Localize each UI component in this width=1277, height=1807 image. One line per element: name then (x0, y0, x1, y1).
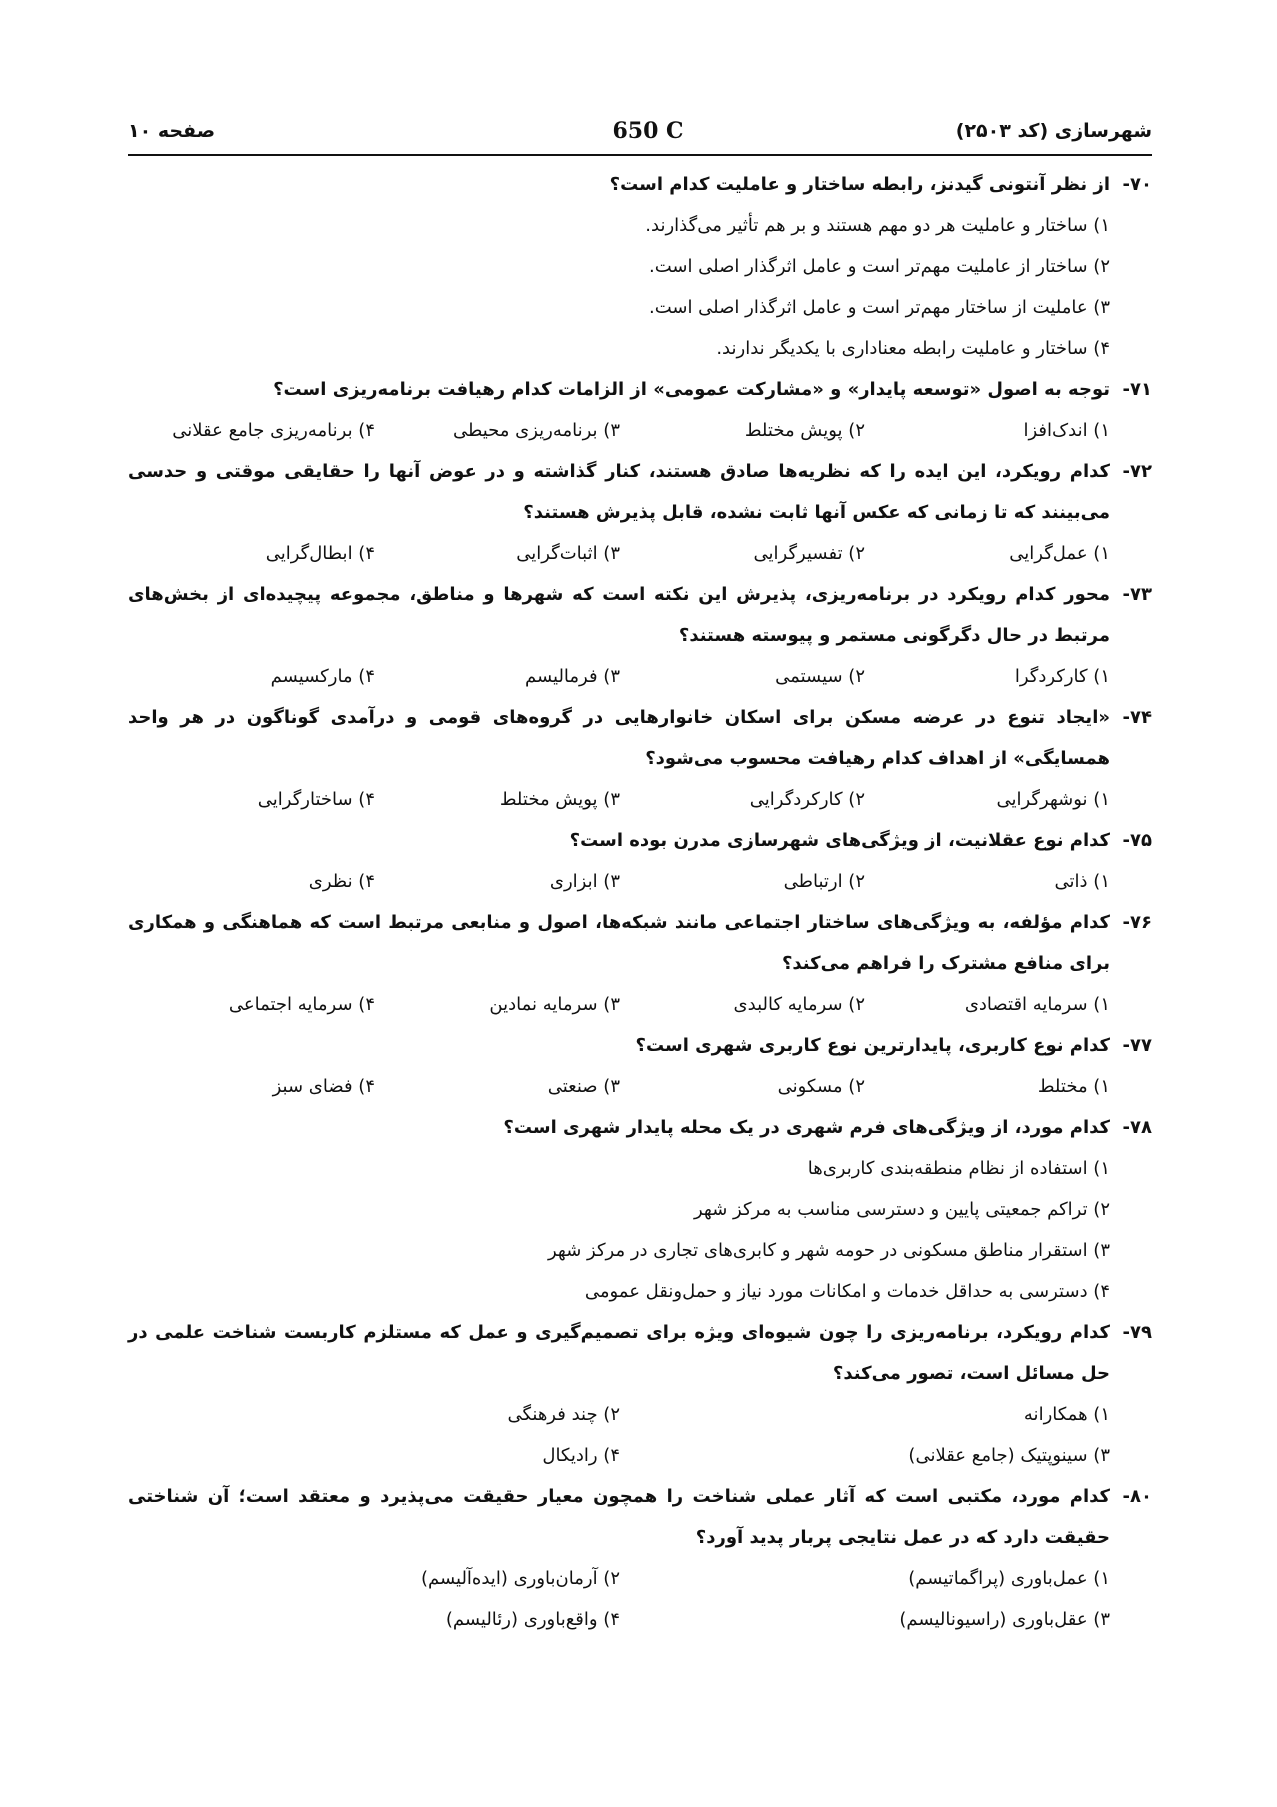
question-70 (128, 164, 1152, 369)
question-number: ۷۱- (1122, 379, 1152, 400)
option-2: ۲) سیستمی (775, 666, 865, 687)
page-header (128, 118, 1152, 156)
question-73 (128, 574, 1152, 697)
subject-title: شهرسازی (کد ۲۵۰۳) (955, 120, 1152, 142)
question-78 (128, 1107, 1152, 1312)
option-3: ۳) استقرار مناطق مسکونی در حومه شهر و کابری‌های تجاری در مرکز شهر (547, 1240, 1110, 1261)
option-4: ۴) دسترسی به حداقل خدمات و امکانات مورد نیاز و حمل‌ونقل عمومی (584, 1281, 1110, 1302)
question-stem: کدام رویکرد، این ایده را که نظریه‌ها صادق هستند، کنار گذاشته و در عوض آنها را حقایقی موقتی و حدسی می‌بینند که تا زمانی که عکس آنها ثابت نشده، قابل پذیرش هستند؟ (128, 461, 1110, 523)
question-71 (128, 369, 1152, 451)
option-4: ۴) برنامه‌ریزی جامع عقلانی (172, 420, 375, 441)
option-1: ۱) استفاده از نظام منطقه‌بندی کاربری‌ها (807, 1158, 1110, 1179)
question-number: ۷۲- (1122, 461, 1152, 482)
booklet-code: 650 C (612, 118, 684, 144)
question-number: ۷۸- (1122, 1117, 1152, 1138)
option-2: ۲) تراکم جمعیتی پایین و دسترسی مناسب به مرکز شهر (694, 1199, 1110, 1220)
option-3: ۳) سرمایه نمادین (489, 994, 620, 1015)
option-1: ۱) ساختار و عاملیت هر دو مهم هستند و بر هم تأثیر می‌گذارند. (645, 215, 1110, 236)
option-4: ۴) سرمایه اجتماعی (228, 994, 375, 1015)
option-4: ۴) نظری (308, 871, 375, 892)
option-3: ۳) پویش مختلط (499, 789, 620, 810)
question-79 (128, 1312, 1152, 1476)
option-3: ۳) عقل‌باوری (راسیونالیسم) (899, 1609, 1110, 1630)
questions-list (128, 164, 1152, 1640)
question-80 (128, 1476, 1152, 1640)
option-1: ۱) ذاتی (1054, 871, 1110, 892)
option-3: ۳) ابزاری (549, 871, 620, 892)
option-3: ۳) فرمالیسم (524, 666, 620, 687)
question-stem: محور کدام رویکرد در برنامه‌ریزی، پذیرش این نکته است که شهرها و مناطق، مجموعه پیچیده‌ای از بخش‌های مرتبط در حال دگرگونی مستمر و پیوسته هستند؟ (128, 584, 1110, 646)
page-number: صفحه ۱۰ (128, 120, 216, 142)
question-75 (128, 820, 1152, 902)
option-3: ۳) عاملیت از ساختار مهم‌تر است و عامل اثرگذار اصلی است. (648, 297, 1110, 318)
option-4: ۴) رادیکال (542, 1445, 620, 1466)
question-stem: کدام مورد، مکتبی است که آثار عملی شناخت را همچون معیار حقیقت می‌پذیرد و معتقد است؛ آن شناختی حقیقت دارد که در عمل نتایجی پربار پدید آورد؟ (128, 1486, 1110, 1548)
option-2: ۲) آرمان‌باوری (ایده‌آلیسم) (420, 1568, 620, 1589)
question-stem: از نظر آنتونی گیدنز، رابطه ساختار و عاملیت کدام است؟ (609, 174, 1110, 195)
option-1: ۱) همکارانه (1023, 1404, 1110, 1425)
question-number: ۷۷- (1122, 1035, 1152, 1056)
option-1: ۱) کارکردگرا (1014, 666, 1110, 687)
question-number: ۷۹- (1122, 1322, 1152, 1343)
question-stem: «ایجاد تنوع در عرضه مسکن برای اسکان خانوارهایی در گروه‌های قومی و درآمدی گوناگون در هر واحد همسایگی» از اهداف کدام رهیافت محسوب می‌شود؟ (128, 707, 1110, 769)
option-1: ۱) سرمایه اقتصادی (964, 994, 1110, 1015)
option-2: ۲) ساختار از عاملیت مهم‌تر است و عامل اثرگذار اصلی است. (648, 256, 1110, 277)
option-4: ۴) ساختار و عاملیت رابطه معناداری با یکدیگر ندارند. (716, 338, 1110, 359)
question-stem: توجه به اصول «توسعه پایدار» و «مشارکت عمومی» از الزامات کدام رهیافت برنامه‌ریزی است؟ (273, 379, 1110, 400)
question-stem: کدام مؤلفه، به ویژگی‌های ساختار اجتماعی مانند شبکه‌ها، اصول و منابعی مرتبط است که هماهنگی و همکاری برای منافع مشترک را فراهم می‌کند؟ (128, 912, 1110, 974)
question-74 (128, 697, 1152, 820)
option-3: ۳) صنعتی (547, 1076, 620, 1097)
question-number: ۷۰- (1122, 174, 1152, 195)
option-3: ۳) سینوپتیک (جامع عقلانی) (908, 1445, 1110, 1466)
option-2: ۲) تفسیرگرایی (753, 543, 865, 564)
question-stem: کدام مورد، از ویژگی‌های فرم شهری در یک محله پایدار شهری است؟ (503, 1117, 1110, 1138)
question-number: ۷۴- (1122, 707, 1152, 728)
question-number: ۷۵- (1122, 830, 1152, 851)
question-stem: کدام رویکرد، برنامه‌ریزی را چون شیوه‌ای ویژه برای تصمیم‌گیری و عمل که مستلزم کاربست شناخت علمی در حل مسائل است، تصور می‌کند؟ (128, 1322, 1110, 1384)
question-stem: کدام نوع عقلانیت، از ویژگی‌های شهرسازی مدرن بوده است؟ (569, 830, 1110, 851)
option-4: ۴) ساختارگرایی (257, 789, 375, 810)
option-1: ۱) مختلط (1037, 1076, 1110, 1097)
question-72 (128, 451, 1152, 574)
option-2: ۲) پویش مختلط (744, 420, 865, 441)
option-1: ۱) عمل‌گرایی (1009, 543, 1110, 564)
option-2: ۲) کارکردگرایی (749, 789, 865, 810)
option-1: ۱) اندک‌افزا (1023, 420, 1110, 441)
option-2: ۲) مسکونی (777, 1076, 865, 1097)
option-3: ۳) برنامه‌ریزی محیطی (452, 420, 620, 441)
option-4: ۴) فضای سبز (272, 1076, 375, 1097)
option-4: ۴) واقع‌باوری (رئالیسم) (445, 1609, 620, 1630)
question-number: ۷۳- (1122, 584, 1152, 605)
option-1: ۱) نوشهرگرایی (996, 789, 1110, 810)
question-77 (128, 1025, 1152, 1107)
option-1: ۱) عمل‌باوری (پراگماتیسم) (908, 1568, 1110, 1589)
option-4: ۴) مارکسیسم (270, 666, 375, 687)
question-76 (128, 902, 1152, 1025)
question-number: ۷۶- (1122, 912, 1152, 933)
question-stem: کدام نوع کاربری، پایدارترین نوع کاربری شهری است؟ (635, 1035, 1110, 1056)
question-number: ۸۰- (1122, 1486, 1152, 1507)
option-2: ۲) ارتباطی (783, 871, 865, 892)
option-3: ۳) اثبات‌گرایی (516, 543, 620, 564)
option-4: ۴) ابطال‌گرایی (265, 543, 375, 564)
option-2: ۲) سرمایه کالبدی (733, 994, 865, 1015)
option-2: ۲) چند فرهنگی (507, 1404, 620, 1425)
